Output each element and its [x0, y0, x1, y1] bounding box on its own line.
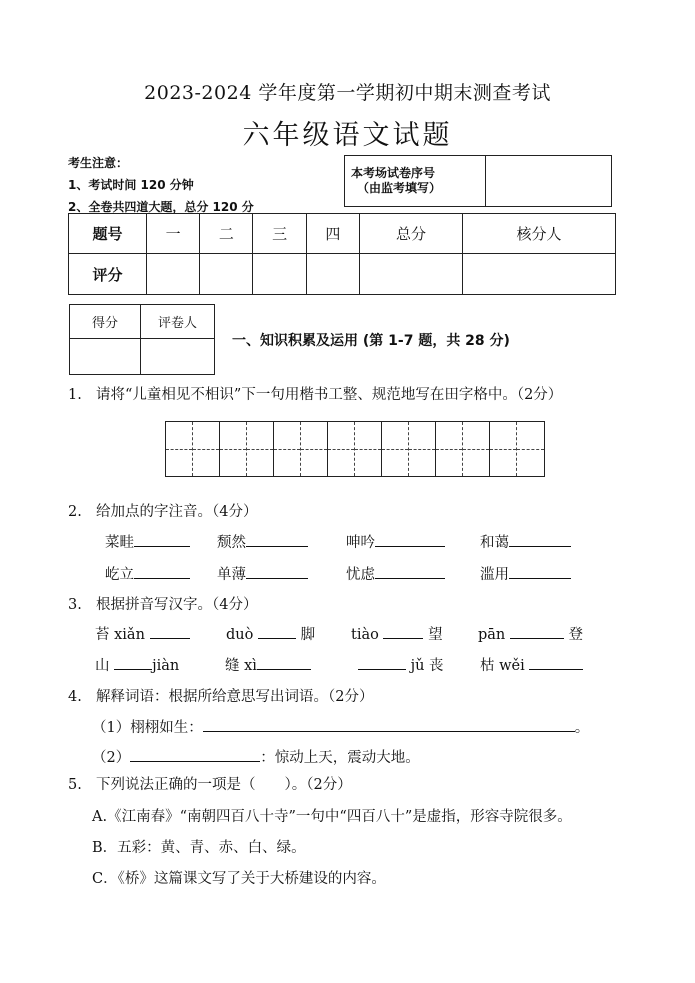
- question-1-number: 1.: [68, 387, 82, 403]
- notice-heading: 考生注意：: [68, 156, 129, 170]
- answer-blank[interactable]: [130, 747, 260, 762]
- q4-item-2: [92, 746, 420, 767]
- score-row-label: 评分: [69, 254, 147, 295]
- answer-blank[interactable]: [134, 564, 190, 579]
- q2-row-1: [105, 531, 571, 552]
- answer-blank[interactable]: [246, 564, 308, 579]
- q3-char: 望: [428, 627, 443, 643]
- score-cell[interactable]: [147, 254, 200, 295]
- q2-word: 颓然: [217, 535, 246, 551]
- answer-blank[interactable]: [375, 532, 445, 547]
- answer-blank[interactable]: [529, 655, 583, 670]
- score-header-part-3: 三: [253, 214, 306, 254]
- question-1-text: 请将“儿童相见不相识”下一句用楷书工整、规范地写在田字格中。（2分）: [96, 387, 563, 403]
- score-table: [68, 213, 616, 295]
- question-4-text: 解释词语：根据所给意思写出词语。（2分）: [96, 689, 374, 705]
- tianzige-half: [193, 422, 220, 476]
- score-header-part-1: 一: [147, 214, 200, 254]
- question-4-number: 4.: [68, 689, 82, 705]
- subject-title: 六年级语文试题: [242, 120, 453, 151]
- tianzige-half: [463, 422, 490, 476]
- q2-word: 和蔼: [480, 535, 509, 551]
- score-header-label: 题号: [69, 214, 147, 254]
- exam-title: 2023-2024 学年度第一学期初中期末测查考试: [144, 82, 551, 104]
- question-5-text: 下列说法正确的一项是（ ）。（2分）: [96, 777, 352, 793]
- tianzige-half: [355, 422, 382, 476]
- q3-char: 山: [95, 658, 110, 674]
- section-1-title: 一、知识积累及运用 (第 1-7 题，共 28 分): [232, 333, 510, 349]
- question-3-text: 根据拼音写汉字。（4分）: [96, 597, 258, 613]
- q3-pinyin: duò: [226, 627, 254, 643]
- score-cell[interactable]: [359, 254, 462, 295]
- question-2-text: 给加点的字注音。（4分）: [96, 504, 258, 520]
- q2-word: 滥用: [480, 567, 509, 583]
- answer-blank[interactable]: [375, 564, 445, 579]
- question-2-number: 2.: [68, 504, 82, 520]
- score-cell[interactable]: [200, 254, 253, 295]
- q5-option-b[interactable]: B．五彩：黄、青、赤、白、绿。: [92, 840, 306, 856]
- tianzige-half: [274, 422, 301, 476]
- tianzige-half: [436, 422, 463, 476]
- grader-score-header: 得分: [70, 305, 141, 339]
- q2-word: 屹立: [105, 567, 134, 583]
- answer-blank[interactable]: [258, 624, 296, 639]
- grader-name-cell[interactable]: [141, 339, 215, 375]
- answer-blank[interactable]: [509, 564, 571, 579]
- question-2: [68, 500, 257, 521]
- score-cell[interactable]: [253, 254, 306, 295]
- q2-word: 菜畦: [105, 535, 134, 551]
- serial-number-label: 本考场试卷序号 （由监考填写）: [345, 156, 486, 207]
- tianzige-half: [517, 422, 544, 476]
- question-5-number: 5.: [68, 777, 82, 793]
- answer-blank[interactable]: [383, 624, 423, 639]
- score-header-checker: 核分人: [463, 214, 616, 254]
- grader-table: [69, 304, 215, 375]
- q4-item-2-suffix: ：惊动上天，震动大地。: [260, 750, 420, 766]
- q3-pinyin: jǔ 丧: [410, 658, 444, 674]
- q5-option-a[interactable]: A.《江南春》“南朝四百八十寺”一句中“四百八十”是虚指，形容寺院很多。: [92, 809, 572, 825]
- serial-number-box: [344, 155, 612, 207]
- q3-char: 登: [568, 627, 583, 643]
- answer-blank[interactable]: [510, 624, 564, 639]
- score-header-part-2: 二: [200, 214, 253, 254]
- q3-pinyin: 苔 xiǎn: [95, 627, 145, 643]
- q4-item-1: [92, 716, 589, 737]
- question-4: [68, 685, 373, 706]
- answer-blank[interactable]: [203, 717, 575, 732]
- q2-word: 忧虑: [346, 567, 375, 583]
- tianzige-half: [247, 422, 274, 476]
- tianzige-half: [301, 422, 328, 476]
- grader-score-cell[interactable]: [70, 339, 141, 375]
- q3-pinyin: tiào: [351, 627, 379, 643]
- answer-blank[interactable]: [150, 624, 190, 639]
- answer-blank[interactable]: [134, 532, 190, 547]
- tianzige-half: [220, 422, 247, 476]
- question-5: [68, 773, 352, 794]
- tianzige-half: [166, 422, 193, 476]
- score-cell[interactable]: [306, 254, 359, 295]
- score-header-part-4: 四: [306, 214, 359, 254]
- q3-pinyin: pān: [478, 627, 506, 643]
- tianzige-half: [328, 422, 355, 476]
- q2-row-2: [105, 563, 571, 584]
- q2-word: 呻吟: [346, 535, 375, 551]
- q4-item-1-end: 。: [574, 720, 590, 736]
- question-3-number: 3.: [68, 597, 82, 613]
- tianzige-half: [382, 422, 409, 476]
- question-1: [68, 383, 562, 404]
- answer-blank[interactable]: [246, 532, 308, 547]
- q3-pinyin: jiàn: [152, 658, 180, 674]
- answer-blank[interactable]: [114, 655, 152, 670]
- q3-pinyin: 缝 xì: [225, 658, 257, 674]
- answer-blank[interactable]: [509, 532, 571, 547]
- serial-number-field[interactable]: [486, 156, 612, 207]
- candidate-notice: [68, 152, 254, 218]
- grader-name-header: 评卷人: [141, 305, 215, 339]
- notice-item-time: 1、考试时间 120 分钟: [68, 178, 194, 192]
- q2-word: 单薄: [217, 567, 246, 583]
- notice-item-total: 2、全卷共四道大题，总分 120 分: [68, 200, 254, 214]
- q3-char: 脚: [300, 627, 316, 643]
- q3-row-1: [95, 623, 583, 644]
- question-3: [68, 593, 257, 614]
- tianzige-half: [409, 422, 436, 476]
- q4-item-1-label: （1）栩栩如生：: [92, 720, 203, 736]
- tianzige-grid[interactable]: [165, 421, 545, 477]
- q5-option-c[interactable]: C．《桥》这篇课文写了关于大桥建设的内容。: [92, 871, 386, 887]
- answer-blank[interactable]: [257, 655, 311, 670]
- q3-row-2: [95, 654, 583, 675]
- answer-blank[interactable]: [358, 655, 406, 670]
- tianzige-half: [490, 422, 517, 476]
- q3-pinyin: 枯 wěi: [480, 658, 525, 674]
- q4-item-2-prefix: （2）: [92, 750, 131, 766]
- score-cell[interactable]: [463, 254, 616, 295]
- score-header-total: 总分: [359, 214, 462, 254]
